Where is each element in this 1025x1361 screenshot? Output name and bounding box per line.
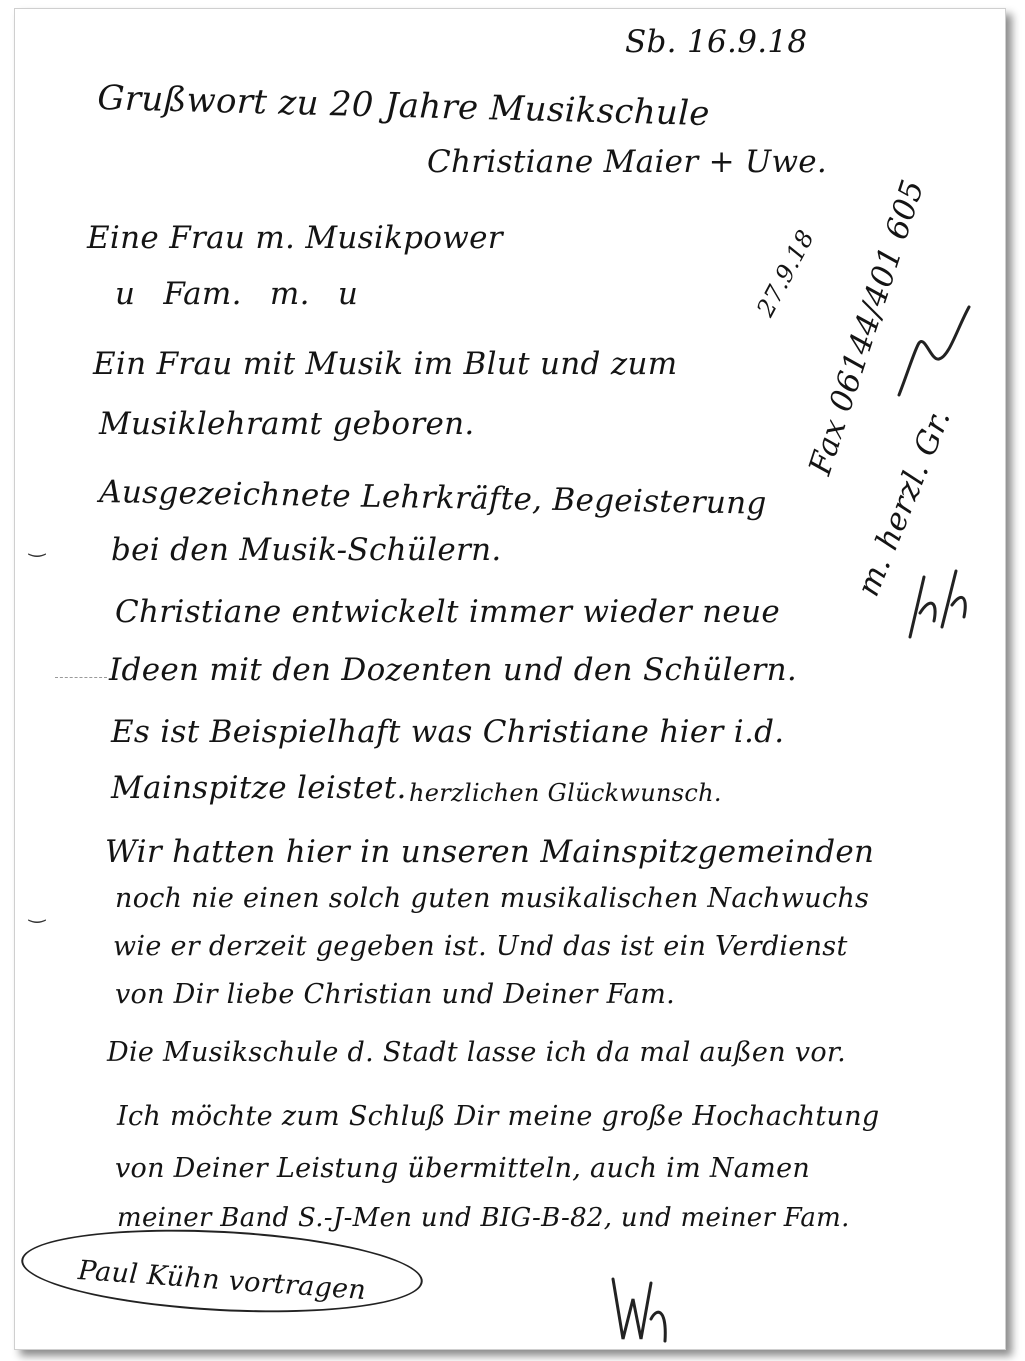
text-line-3: Ein Frau mit Musik im Blut und zum <box>93 346 678 382</box>
text-line-14: von Dir liebe Christian und Deiner Fam. <box>115 979 675 1010</box>
signature-initials <box>885 299 995 409</box>
text-line-15: Die Musikschule d. Stadt lasse ich da mal außen vor. <box>107 1037 847 1068</box>
text-line-6: bei den Musik-Schülern. <box>111 532 502 568</box>
margin-note-date: 27.9.18 <box>751 225 820 322</box>
text-line-8: Ideen mit den Dozenten und den Schülern. <box>109 652 798 688</box>
text-line-7: Christiane entwickelt immer wieder neue <box>115 594 780 630</box>
text-line-18: meiner Band S.-J-Men und BIG-B-82, und meiner Fam. <box>117 1203 850 1233</box>
text-line-4: Musiklehramt geboren. <box>99 406 475 442</box>
document-page <box>14 8 1006 1350</box>
text-line-16: Ich möchte zum Schluß Dir meine große Hochachtung <box>117 1101 880 1132</box>
margin-note-fax: Fax 06144/401 605 <box>802 175 932 480</box>
text-line-11: Wir hatten hier in unseren Mainspitzgemeinden <box>105 834 875 870</box>
margin-tick-2: ‿ <box>29 899 46 923</box>
text-line-10: Mainspitze leistet. <box>111 770 407 806</box>
dotted-guide-1 <box>55 677 107 678</box>
text-line-13: wie er derzeit gegeben ist. Und das ist ein Verdienst <box>113 931 848 962</box>
signature-wh <box>607 1269 677 1349</box>
margin-tick-1: ‿ <box>29 533 46 557</box>
speaker-note: Paul Kühn vortragen <box>76 1255 368 1307</box>
text-line-5: Ausgezeichnete Lehrkräfte, Begeisterung <box>98 474 767 522</box>
text-line-9: Es ist Beispielhaft was Christiane hier i.d. <box>111 714 785 750</box>
text-line-2: u Fam. m. u <box>115 276 359 312</box>
text-line-17: von Deiner Leistung übermitteln, auch im Namen <box>115 1153 811 1184</box>
signature-hh <box>890 557 980 647</box>
page-title: Grußwort zu 20 Jahre Musikschule <box>96 78 711 135</box>
text-line-10-note: herzlichen Glückwunsch. <box>409 779 722 807</box>
page-subtitle: Christiane Maier + Uwe. <box>427 144 828 180</box>
date-line: Sb. 16.9.18 <box>625 24 808 60</box>
text-line-12: noch nie einen solch guten musikalischen Nachwuchs <box>115 883 870 914</box>
margin-note-regards: m. herzl. Gr. <box>850 404 958 602</box>
text-line-1: Eine Frau m. Musikpower <box>87 220 503 256</box>
